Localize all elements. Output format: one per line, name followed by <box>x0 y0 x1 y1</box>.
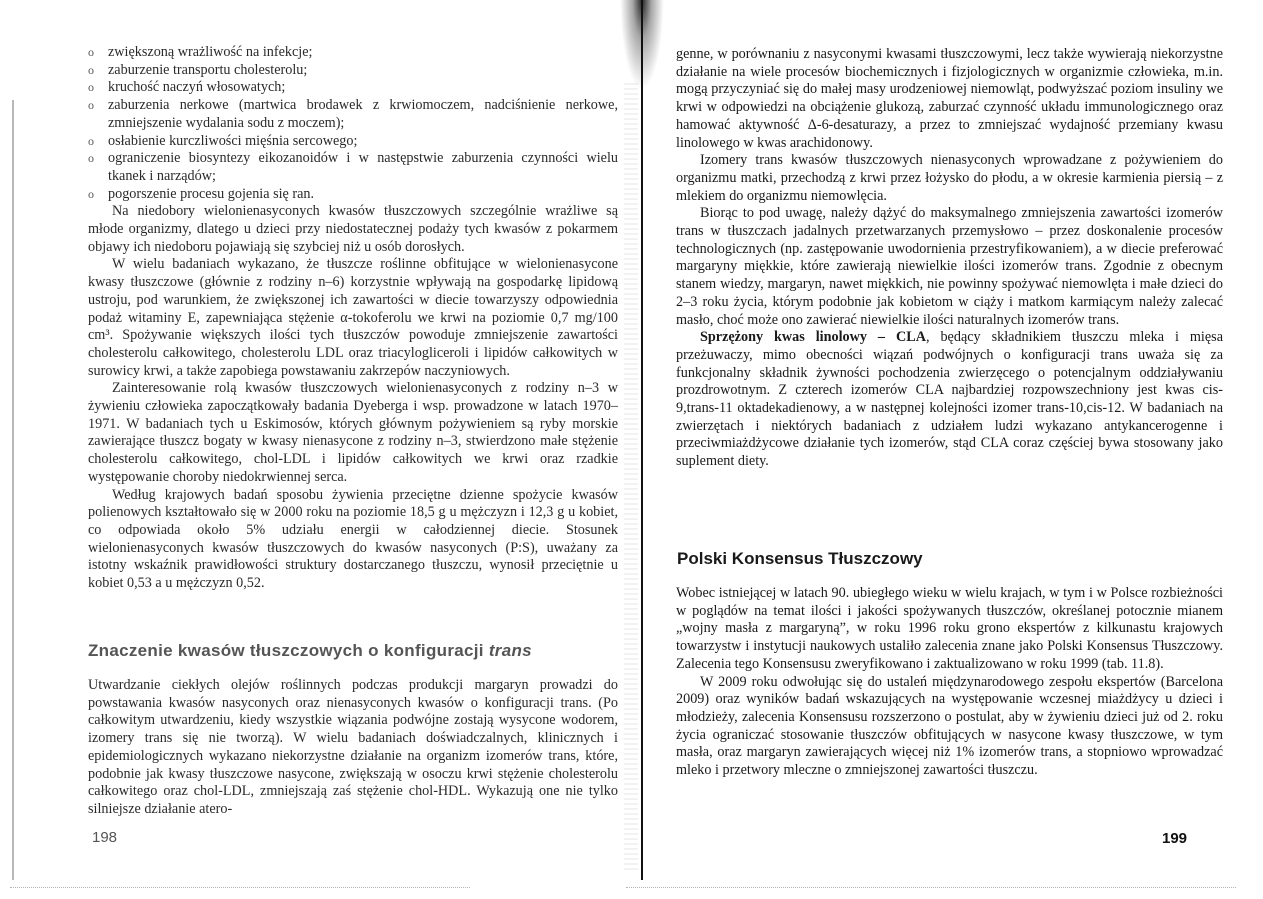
list-item: o zaburzenie transportu cholesterolu; <box>88 62 618 80</box>
list-item: o kruchość naczyń włosowatych; <box>88 79 618 97</box>
paragraph: Izomery trans kwasów tłuszczowych nienasyconych wprowadzane z pożywieniem do organizmu matki, przechodzą z krwi przez łożysko do płodu, a w okresie karmienia piersią – z mlekiem do organizmu niemowlęcia. <box>676 152 1223 204</box>
list-item: o osłabienie kurczliwości mięśnia sercowego; <box>88 133 618 151</box>
list-item: o zwiększoną wrażliwość na infekcje; <box>88 44 618 62</box>
consensus-section-body <box>676 585 1223 780</box>
paragraph: W wielu badaniach wykazano, że tłuszcze roślinne obfitujące w wielonienasycone kwasy tłuszczowe (głównie z rodziny n–6) korzystnie wpływają na gospodarkę lipidową ustroju, pod warunkiem, że zwiększonej ich zawartości w diecie towarzyszy odpowiednia podaż witaminy E, zapewniająca stężenie α-tokoferolu we krwi na poziomie 0,7 mg/100 cm³. Spożywanie większych ilości tych tłuszczów powoduje zmniejszenie zawartości cholesterolu całkowitego, cholesterolu LDL oraz triacylogliceroli i lipidów całkowitych w surowicy krwi, a także zapobiega powstawaniu zakrzepów naczyniowych. <box>88 256 618 379</box>
paragraph: Według krajowych badań sposobu żywienia przeciętne dzienne spożycie kwasów polienowych kształtowało się w 2000 roku na poziomie 18,5 g u mężczyzn i 12,3 g u kobiet, co odpowiada około 5% udziału energii w całodziennej diecie. Stosunek wielonienasyconych kwasów tłuszczowych do kwasów nasyconych (P:S), uważany za istotny wskaźnik prawidłowości struktury dostarczanego tłuszczu, wynosił przeciętnie u kobiet 0,53 a u mężczyzn 0,52. <box>88 486 618 592</box>
list-item: o pogorszenie procesu gojenia się ran. <box>88 186 618 204</box>
paragraph: Na niedobory wielonienasyconych kwasów tłuszczowych szczególnie wrażliwe są młode organizmy, dlatego u dzieci przy niedostatecznej podaży tych kwasów z pokarmem objawy ich niedoboru pojawiają się szybciej niż u osób dorosłych. <box>88 203 618 255</box>
page-number: 198 <box>92 829 118 846</box>
paragraph: Biorąc to pod uwagę, należy dążyć do maksymalnego zmniejszenia zawartości izomerów trans w tłuszczach jadalnych przetwarzanych przemysłowo – przez doskonalenie procesów technologicznych (np. zastępowanie uwodornienia przestryfikowaniem), a w diecie preferować margaryny miękkie, które zawierają niewielkie ilości izomerów trans. Zgodnie z obecnym stanem wiedzy, margaryn, nawet miękkich, nie powinny spożywać niemowlęta i małe dzieci do 2–3 roku życia, którym podobnie jak kobietom w ciąży i matkom karmiącym należy zalecać masło, choć może ono zawierać niewielkie ilości naturalnych izomerów trans. <box>676 205 1223 328</box>
page-edge-line <box>12 100 14 880</box>
symptom-list <box>88 44 618 203</box>
scan-edge <box>10 887 470 889</box>
right-page <box>636 0 1263 899</box>
cla-term: Sprzężony kwas linolowy – CLA <box>700 329 926 346</box>
cla-text: , będący składnikiem tłuszczu mleka i mięsa przeżuwaczy, mimo obecności wiązań podwójnych o konfiguracji trans uważa się za funkcjonalny składnik żywności pochodzenia zwierzęcego o potencjalnym oddziaływaniu prozdrowotnym. Z czterech izomerów CLA najbardziej rozpowszechniony jest kwas cis-9,trans-11 oktadekadienowy, a w następnej kolejności izomer trans-10,cis-12. W badaniach na zwierzętach i niektórych badaniach z udziałem ludzi wykazano antykancerogenne i przeciwmiażdżycowe działanie tych izomerów, stąd CLA coraz częściej bywa stosowany jako suplement diety. <box>676 329 1223 470</box>
section-heading-consensus: Polski Konsensus Tłuszczowy <box>677 549 923 568</box>
heading-italic: trans <box>488 641 532 660</box>
paragraph: Utwardzanie ciekłych olejów roślinnych podczas produkcji margaryn prowadzi do powstawania kwasów nasyconych oraz nienasyconych kwasów o konfiguracji trans. (Po całkowitym utwardzeniu, kiedy wszystkie wiązania podwójne zostają wysycone wodorem, izomery trans się nie tworzą). W wielu badaniach doświadczalnych, klinicznych i epidemiologicznych wykazano niekorzystne działanie na organizm izomerów trans, które, podobnie jak kwasy tłuszczowe nasycone, zwiększają w osoczu krwi stężenie cholesterolu całkowitego oraz chol-LDL, zmniejszają zaś stężenie chol-HDL. Wykazują one nie tylko silniejsze działanie atero- <box>88 677 618 817</box>
page-number: 199 <box>1162 830 1188 847</box>
right-body <box>676 46 1223 471</box>
list-item: o zaburzenia nerkowe (martwica brodawek z krwiomoczem, nadciśnienie nerkowe, zmniejszenie wydalania sodu z moczem); <box>88 97 618 132</box>
paragraph: Zainteresowanie rolą kwasów tłuszczowych wielonienasyconych z rodziny n–3 w żywieniu człowieka zapoczątkowały badania Dyeberga i wsp. prowadzone w latach 1970–1971. W badaniach tych u Eskimosów, których głównym pożywieniem są ryby morskie zawierające tłuszcz bogaty w kwasy nienasycone z rodziny n–3, stwierdzono małe stężenie cholesterolu całkowitego, chol-LDL i lipidów całkowitych we krwi oraz rzadkie występowanie choroby niedokrwiennej serca. <box>88 380 618 485</box>
cla-paragraph <box>676 329 1223 471</box>
list-item: o ograniczenie biosyntezy eikozanoidów i w następstwie zaburzenia czynności wielu tkanek i narządów; <box>88 150 618 185</box>
section-heading-trans <box>88 641 532 661</box>
heading-text: Znaczenie kwasów tłuszczowych o konfiguracji <box>88 641 489 660</box>
left-body <box>88 44 618 593</box>
paragraph: W 2009 roku odwołując się do ustaleń międzynarodowego zespołu ekspertów (Barcelona 2009) oraz wyników badań wskazujących na występowanie wczesnej miażdżycy u dzieci i młodzieży, zalecenia Konsensusu rozszerzono o postulat, aby w żywieniu dzieci już od 2. roku życia ograniczać stosowanie tłuszczów obfitujących w nasycone kwasy tłuszczowe, w tym masła, oraz margaryn zawierających więcej niż 1% izomerów trans, a stopniowo wprowadzać mleko i przetwory mleczne o zmniejszonej zawartości tłuszczu. <box>676 673 1223 779</box>
paragraph: Wobec istniejącej w latach 90. ubiegłego wieku w wielu krajach, w tym i w Polsce rozbieżności w poglądów na temat ilości i jakości spożywanych tłuszczów, określanej potocznie mianem „wojny masła z margaryną”, w roku 1996 roku grono ekspertów z kilkunastu krajowych towarzystw i instytucji naukowych ustaliło zalecenia znane jako Polski Konsensus Tłuszczowy. Zalecenia tego Konsensusu zweryfikowano i zaktualizowano w roku 1999 (tab. 11.8). <box>676 585 1223 672</box>
trans-section-body <box>88 677 618 819</box>
scan-edge <box>626 887 1236 889</box>
paragraph: genne, w porównaniu z nasyconymi kwasami tłuszczowymi, lecz także wywierają niekorzystne działanie na wiele procesów biochemicznych i fizjologicznych w organizmie człowieka, m.in. mogą przyczyniać się do małej masy urodzeniowej niemowląt, podwyższać poziom insuliny we krwi w odpowiedzi na obciążenie glukozą, zaburzać czynność układu immunologicznego oraz hamować aktywność Δ-6-desaturazy, a przez to zmniejszać wydajność przemiany kwasu linolowego w kwas arachidonowy. <box>676 46 1223 151</box>
